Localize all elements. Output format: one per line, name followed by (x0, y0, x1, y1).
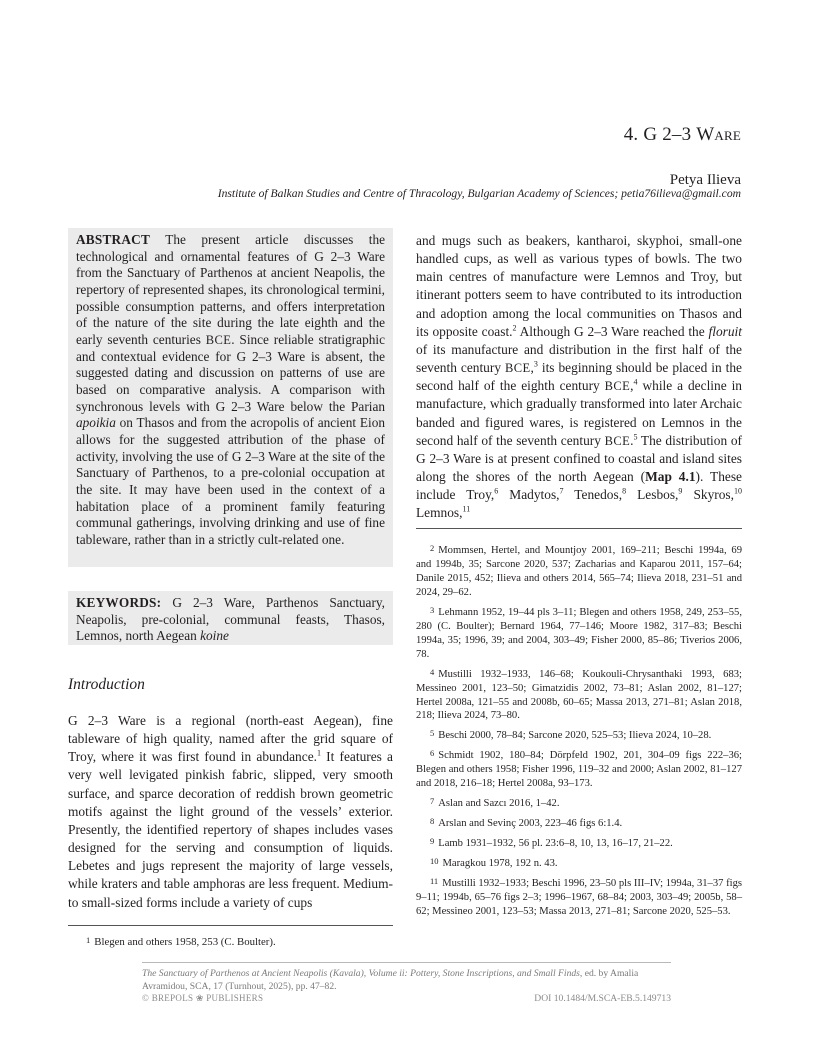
footnote-number: 8 (430, 816, 435, 827)
footnote (416, 542, 742, 600)
footnote (416, 604, 742, 662)
abstract-label: ABSTRACT (76, 232, 151, 247)
keywords-text: G 2–3 Ware, Parthenos Sanctuary, Neapolis, pre-colonial, communal feasts, Thasos, Lemnos, north Aegean (76, 595, 385, 644)
right-column-paragraph (416, 232, 742, 523)
author-affiliation: Institute of Balkan Studies and Centre of Thracology, Bulgarian Academy of Sciences; petia76ilieva@gmail.com (217, 187, 741, 200)
abstract-bce: BCE (205, 332, 232, 347)
footnote-text: Lehmann 1952, 19–44 pls 3–11; Blegen and others 1958, 249, 253–55, 280 (C. Boulter); Bernard 1964, 77–146; Moore 1982, 317–83; Beschi 1994a, 35; 1996, 39; and 2004, 303–49; Fisher 2000, 85–86; Tiverios 2006, 78. (416, 606, 742, 660)
footnote-text: Maragkou 1978, 192 n. 43. (442, 858, 558, 870)
footnote (416, 795, 742, 811)
footer-citation-rest: , ed. by Amalia Avramidou, SCA, 17 (Turnhout, 2025), pp. 47–82. (142, 968, 639, 992)
rc-text: its beginning should be placed in the second half of the eighth century (416, 360, 742, 394)
rc-bce: BCE (604, 433, 631, 448)
rc-bce: BCE (505, 361, 531, 376)
footnote-ref-10[interactable]: 10 (734, 486, 742, 496)
abstract-text-2: . Since reliable stratigraphic and contextual evidence for G 2–3 Ware is absent, the suggested dating and discussion on patterns of use are based on comparative analysis. A comparison with synchronous levels with G 2–3 Ware below the Parian (76, 331, 385, 414)
keywords-koine: koine (200, 628, 229, 644)
rc-text: Skyros, (682, 487, 734, 503)
footnote-text: Beschi 2000, 78–84; Sarcone 2020, 525–53; Ilieva 2024, 10–28. (438, 730, 712, 742)
rc-text: Although G 2–3 Ware reached the (516, 323, 709, 339)
chapter-title (624, 124, 741, 146)
footnote-ref-1[interactable]: 1 (317, 748, 321, 758)
footnote-ref-5[interactable]: 5 (633, 432, 638, 442)
footnote-number: 7 (430, 796, 435, 807)
footnote-number: 1 (86, 935, 91, 945)
abstract-text-3: on Thasos and from the acropolis of ancient Eion allows for the suggested attribution of the phase of activity, involving the use of G 2–3 Ware at the site of the Sanctuary of Parthenos, to a pre-colonial occupation at the site. It may have been used in the context of a habitation place of a prominent family featuring communal gatherings, involving drinking and use of fine tableware, rather than in a strictly cult-related one. (76, 415, 385, 547)
footnote-number: 11 (430, 876, 439, 887)
doi-link[interactable]: DOI 10.1484/M.SCA-EB.5.149713 (534, 993, 671, 1004)
rc-text: Lesbos, (626, 487, 679, 503)
footnote-ref-2[interactable]: 2 (512, 323, 517, 333)
keywords-box (68, 591, 393, 645)
rc-text: , (530, 360, 534, 376)
footnote-number: 3 (430, 604, 435, 615)
footnote-ref-6[interactable]: 6 (494, 486, 499, 496)
chapter-number: 4. (623, 124, 639, 145)
abstract-apoikia: apoikia (76, 415, 116, 431)
footnote-text: Aslan and Sazcı 2016, 1–42. (438, 798, 560, 810)
footnote-text: Schmidt 1902, 180–84; Dörpfeld 1902, 201, 304–09 figs 222–36; Blegen and others 1958; Fisher 1996, 119–32 and 2000; Aslan 2002, 81–127 and 2018, 216–18; Hertel 2008a, 93–173. (416, 750, 742, 790)
rc-text: ). These include Troy, (416, 469, 742, 503)
map-reference-link[interactable]: Map 4.1 (645, 469, 696, 485)
rc-bce: BCE (604, 379, 631, 394)
footnote-text: Mustilli 1932–1933, 146–68; Koukouli-Chrysanthaki 1993, 683; Messineo 2001, 123–50; Gimatzidis 2002, 73–81; Aslan 2002, 81–127; Hertel 2008a, 121–55 and 2008b, 60–65; Massa 2013, 271–81; Aslan 2018, 218; Ilieva 2024, 73–80. (416, 668, 742, 722)
footnote-number: 6 (430, 748, 435, 759)
chapter-title-smallcaps: Ware (696, 124, 741, 145)
footnote-ref-8[interactable]: 8 (622, 486, 627, 496)
footnote (416, 747, 742, 791)
footnote-number: 2 (430, 543, 435, 553)
footnote (416, 815, 742, 831)
rc-text: while a decline in manufacture, which gradually transformed into later Archaic banded and figured wares, is registered on Lemnos in the second half of the seventh century (416, 378, 742, 448)
footnote-text: Mustilli 1932–1933; Beschi 1996, 23–50 pls III–IV; 1994a, 31–37 figs 9–11; 1994b, 65–76 figs 2–3; 1996–1967, 68–84; 2003, 303–49; 2005b, 58–62; Messineo 2001, 123–53; Massa 2013, 271–81; Sarcone 2020, 525–53. (416, 878, 742, 917)
footnote-1 (86, 933, 393, 949)
footnote (416, 875, 742, 919)
rc-text: The distribution of G 2–3 Ware is at present confined to coastal and island sites along the shores of the north Aegean ( (416, 432, 742, 485)
footer-book-title: The Sanctuary of Parthenos at Ancient Neapolis (Kavala), Volume ii: Pottery, Stone Inscriptions, and Small Finds (142, 968, 580, 979)
footnote-number: 10 (430, 856, 439, 867)
rc-text: Tenedos, (563, 487, 623, 503)
footnote-number: 9 (430, 836, 435, 847)
section-heading-introduction: Introduction (68, 676, 145, 693)
footnote-ref-3[interactable]: 3 (533, 359, 538, 369)
footer-citation (142, 967, 671, 993)
footnote-ref-7[interactable]: 7 (559, 486, 564, 496)
footnote-ref-4[interactable]: 4 (633, 377, 638, 387)
abstract-box (68, 228, 393, 567)
footnote-list (416, 542, 742, 923)
footnote-ref-9[interactable]: 9 (678, 486, 683, 496)
footnote-number: 4 (430, 666, 435, 677)
rc-text: Lemnos, (416, 505, 463, 521)
footnote (416, 666, 742, 724)
footnote-text: Blegen and others 1958, 253 (C. Boulter). (94, 936, 276, 948)
footnote (416, 855, 742, 871)
keywords-label: KEYWORDS: (76, 595, 162, 610)
footnote-text: Mommsen, Hertel, and Mountjoy 2001, 169–211; Beschi 1994a, 69 and 1994b, 35; Sarcone 2020, 537; Zacharias and Kaparou 2011, 157–64; Danile 2015, 452; Ilieva and others 2014, 565–74; Ilieva 2018, 231–51 and 2024, 29–62. (416, 545, 742, 598)
rc-text: . (630, 432, 634, 448)
rc-text: , (630, 378, 634, 394)
footnote (416, 727, 742, 743)
publisher-logo-text: © BREPOLS ❀ PUBLISHERS (142, 993, 264, 1003)
author-name: Petya Ilieva (669, 172, 741, 188)
rc-floruit: floruit (708, 323, 742, 339)
intro-text-a: G 2–3 Ware is a regional (north-east Aegean), fine tableware of high quality, named after the grid square of Troy, where it was first found in abundance. (68, 713, 393, 765)
footer-divider (142, 962, 671, 963)
footnote-ref-11[interactable]: 11 (462, 504, 471, 514)
footnote-divider-right (416, 528, 742, 529)
introduction-paragraph (68, 712, 393, 912)
footnote-text: Arslan and Sevinç 2003, 223–46 figs 6:1.4. (438, 818, 623, 830)
footnote-number: 5 (430, 728, 435, 739)
footnote (416, 835, 742, 851)
chapter-title-start: G 2–3 (643, 124, 697, 145)
rc-text: Madytos, (498, 487, 560, 503)
rc-text: of its manufacture and distribution in the first half of the seventh century (416, 341, 742, 376)
intro-text-b: It features a very well levigated pinkish fabric, slipped, very smooth surface, and sparce decoration of reddish brown geometric motifs against the light ground of the vessels’ exterior. Presently, the identified repertory of shapes includes vases designed for the serving and consumption of liquids. Lebetes and jugs represent the majority of large vessels, while kraters and table amphoras are less frequent. Medium- to small-sized forms include a variety of cups (68, 749, 393, 910)
rc-text: and mugs such as beakers, kantharoi, skyphoi, small-one handled cups, as well as various types of bowls. The two main centres of manufacture were Lemnos and Troy, but itinerant potters seem to have contributed to its introduction and adoption among the local communities on Thasos and its opposite coast. (416, 233, 742, 339)
abstract-text-1: The present article discusses the technological and ornamental features of G 2–3 Ware from the Sanctuary of Parthenos at ancient Neapolis, the repertory of represented shapes, its chronological termini, possible consumption patterns, and offers interpretation of the nature of the site during the late eighth and the early seventh centuries (76, 232, 385, 347)
footnote-text: Lamb 1931–1932, 56 pl. 23:6–8, 10, 13, 16–17, 21–22. (438, 838, 673, 850)
footnote-divider-left (68, 925, 393, 926)
